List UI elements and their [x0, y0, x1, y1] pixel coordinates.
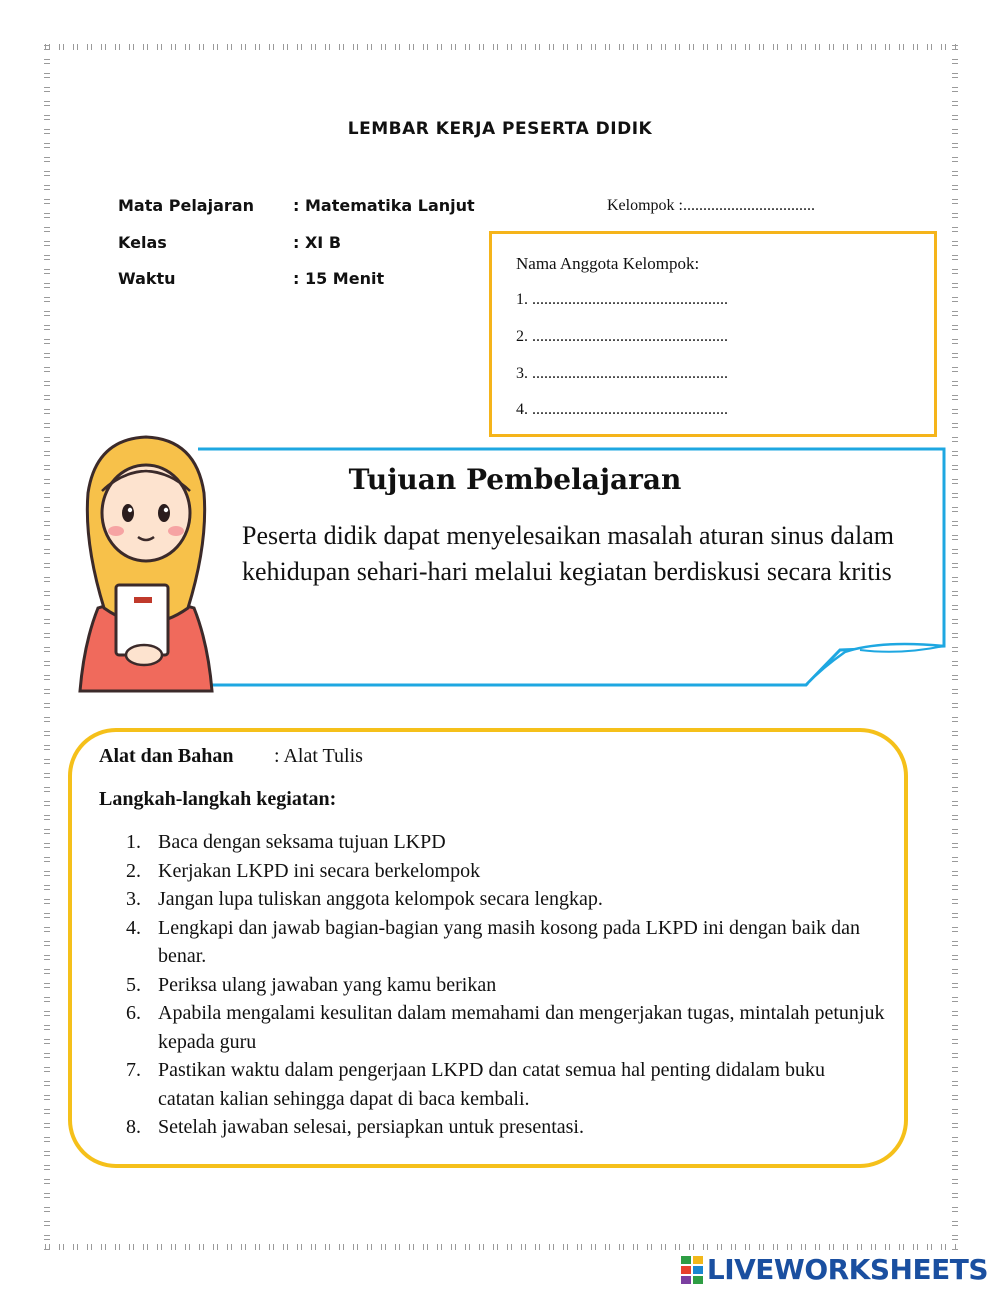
member-field-3[interactable]: 3. ................................................. — [516, 365, 728, 382]
member-field-4[interactable]: 4. ................................................. — [516, 401, 728, 418]
hands — [126, 645, 162, 665]
book-label — [134, 597, 152, 603]
info-label-subject: Mata Pelajaran — [118, 196, 254, 215]
objective-title: Tujuan Pembelajaran — [348, 463, 682, 496]
member-field-1[interactable]: 1. ................................................. — [516, 291, 728, 308]
right-cheek — [168, 526, 184, 536]
liveworksheets-logo[interactable] — [681, 1252, 988, 1286]
left-eye — [122, 504, 134, 522]
student-illustration — [76, 433, 216, 693]
page-border-bottom — [44, 1244, 958, 1250]
list-item: 8. Setelah jawaban selesai, persiapkan untuk presentasi. — [126, 1116, 584, 1138]
steps-list — [126, 828, 886, 1142]
liveworksheets-text: LIVEWORKSHEETS — [706, 1252, 988, 1286]
list-item: 3. Jangan lupa tuliskan anggota kelompok secara lengkap. — [126, 888, 603, 910]
group-field[interactable]: Kelompok :................................. — [607, 197, 815, 214]
list-item: 4. Lengkapi dan jawab bagian-bagian yang masih kosong pada LKPD ini dengan baik dan benar. — [126, 916, 861, 967]
member-field-2[interactable]: 2. ................................................. — [516, 328, 728, 345]
objective-text: Peserta didik dapat menyelesaikan masalah aturan sinus dalam kehidupan sehari-hari melalui kegiatan berdiskusi secara kritis — [242, 521, 894, 586]
group-members-header: Nama Anggota Kelompok: — [516, 254, 700, 273]
list-item: 6. Apabila mengalami kesulitan dalam memahami dan mengerjakan tugas, mintalah petunjuk kepada guru — [126, 1002, 885, 1053]
right-eye — [158, 504, 170, 522]
list-item: 1. Baca dengan seksama tujuan LKPD — [126, 831, 446, 853]
left-cheek — [108, 526, 124, 536]
info-value-subject: : Matematika Lanjut — [293, 196, 475, 215]
list-item: 5. Periksa ulang jawaban yang kamu berikan — [126, 973, 497, 996]
list-item: 2. Kerjakan LKPD ini secara berkelompok — [126, 859, 481, 882]
info-value-class: : XI B — [293, 233, 342, 252]
list-item: 7. Pastikan waktu dalam pengerjaan LKPD dan catat semua hal penting didalam buku catatan kalian sehingga dapat di baca kembali. — [126, 1059, 826, 1110]
liveworksheets-icon — [681, 1254, 703, 1284]
info-value-time: : 15 Menit — [293, 269, 385, 288]
tools-value: : Alat Tulis — [274, 745, 363, 767]
info-label-time: Waktu — [118, 269, 176, 288]
info-label-class: Kelas — [118, 233, 167, 252]
tools-label: Alat dan Bahan — [99, 745, 234, 767]
steps-label: Langkah-langkah kegiatan: — [99, 788, 337, 810]
page-title: LEMBAR KERJA PESERTA DIDIK — [347, 119, 653, 139]
